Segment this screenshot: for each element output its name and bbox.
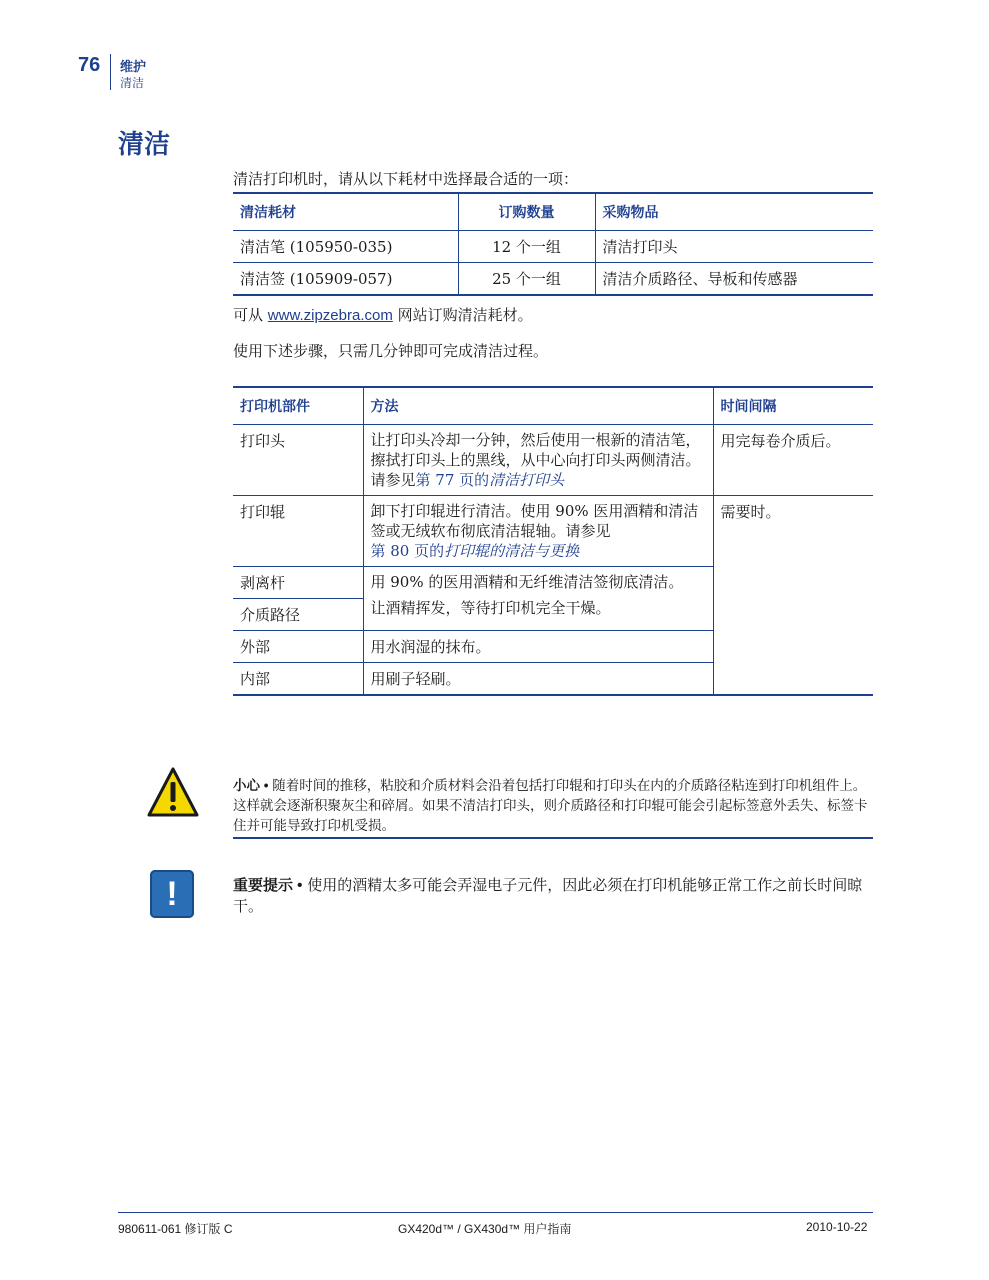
ref-prefix: 请参见 <box>370 471 416 489</box>
method-text: 用 90% 的医用酒精和无纤维清洁签彻底清洁。 <box>370 573 684 591</box>
part-method <box>363 567 713 631</box>
method-text: 让打印头冷却一分钟，然后使用一根新的清洁笔，擦拭打印头上的黑线，从中心向打印头两侧清洁。 <box>370 431 701 469</box>
cleaning-header-cell: 时间间隔 <box>713 387 873 425</box>
important-label: 重要提示 • <box>233 877 303 894</box>
supplies-table <box>233 192 873 296</box>
part-name: 剥离杆 <box>233 567 363 599</box>
part-interval: 需要时。 <box>713 496 873 696</box>
order-note-suffix: 网站订购清洁耗材。 <box>392 306 533 324</box>
part-method: 用水润湿的抹布。 <box>363 631 713 663</box>
table-row <box>233 425 873 496</box>
header-divider <box>110 54 111 90</box>
table-row <box>233 263 873 296</box>
supply-quantity: 12 个一组 <box>458 231 595 263</box>
cleaning-header-cell: 打印机部件 <box>233 387 363 425</box>
exclamation-icon: ! <box>150 870 194 918</box>
supply-purpose: 清洁打印头 <box>595 231 873 263</box>
supplies-header-row <box>233 193 873 231</box>
important-notice <box>233 875 873 917</box>
caution-divider <box>233 837 873 839</box>
footer-doc-number: 980611-061 修订版 C <box>118 1222 233 1236</box>
table-row <box>233 231 873 263</box>
method-text: 卸下打印辊进行清洁。使用 90% 医用酒精和清洁签或无绒软布彻底清洁辊轴。请参见 <box>370 502 699 540</box>
caution-notice <box>233 776 873 836</box>
cleaning-table <box>233 386 873 696</box>
cleaning-header-row <box>233 387 873 425</box>
footer-guide-title: GX420d™ / GX430d™ 用户指南 <box>398 1222 572 1236</box>
part-name: 打印头 <box>233 425 363 496</box>
supply-purpose: 清洁介质路径、导板和传感器 <box>595 263 873 296</box>
zipzebra-link[interactable]: www.zipzebra.com <box>267 307 393 324</box>
supplies-header-cell: 清洁耗材 <box>233 193 458 231</box>
page-title: 清洁 <box>118 129 171 159</box>
supply-name: 清洁签 (105909-057) <box>233 263 458 296</box>
footer-date: 2010-10-22 <box>806 1220 868 1234</box>
warning-triangle-icon <box>146 766 200 818</box>
important-body: 使用的酒精太多可能会弄湿电子元件，因此必须在打印机能够正常工作之前长时间晾干。 <box>233 876 863 915</box>
header-subsection: 清洁 <box>120 76 145 90</box>
part-name: 介质路径 <box>233 599 363 631</box>
order-note-prefix: 可从 <box>233 306 268 324</box>
method-text: 让酒精挥发，等待打印机完全干燥。 <box>370 599 611 617</box>
caution-body: 随着时间的推移，粘胶和介质材料会沿着包括打印辊和打印头在内的介质路径粘连到打印机组件上。这样就会逐渐积聚灰尘和碎屑。如果不清洁打印头，则介质路径和打印辊可能会引起标签意外丢失、标签卡住并可能导致打印机受损。 <box>233 778 868 833</box>
platen-xref-link[interactable]: 第 80 页的打印辊的清洁与更换 <box>370 542 580 560</box>
supply-quantity: 25 个一组 <box>458 263 595 296</box>
header-section: 维护 <box>120 59 147 74</box>
supplies-header-cell: 采购物品 <box>595 193 873 231</box>
steps-intro: 使用下述步骤，只需几分钟即可完成清洁过程。 <box>233 342 549 360</box>
part-name: 打印辊 <box>233 496 363 567</box>
part-interval: 用完每卷介质后。 <box>713 425 873 496</box>
part-name: 内部 <box>233 663 363 696</box>
order-note <box>233 304 533 325</box>
footer-divider <box>118 1212 873 1213</box>
cleaning-header-cell: 方法 <box>363 387 713 425</box>
printhead-xref-link[interactable]: 第 77 页的清洁打印头 <box>415 471 565 489</box>
table-row <box>233 496 873 567</box>
supplies-header-cell: 订购数量 <box>458 193 595 231</box>
supply-name: 清洁笔 (105950-035) <box>233 231 458 263</box>
part-method <box>363 496 713 567</box>
part-name: 外部 <box>233 631 363 663</box>
caution-label: 小心 • <box>233 778 269 793</box>
part-method: 用刷子轻刷。 <box>363 663 713 696</box>
part-method <box>363 425 713 496</box>
intro-text: 清洁打印机时，请从以下耗材中选择最合适的一项： <box>233 170 579 188</box>
page-number: 76 <box>78 54 101 76</box>
